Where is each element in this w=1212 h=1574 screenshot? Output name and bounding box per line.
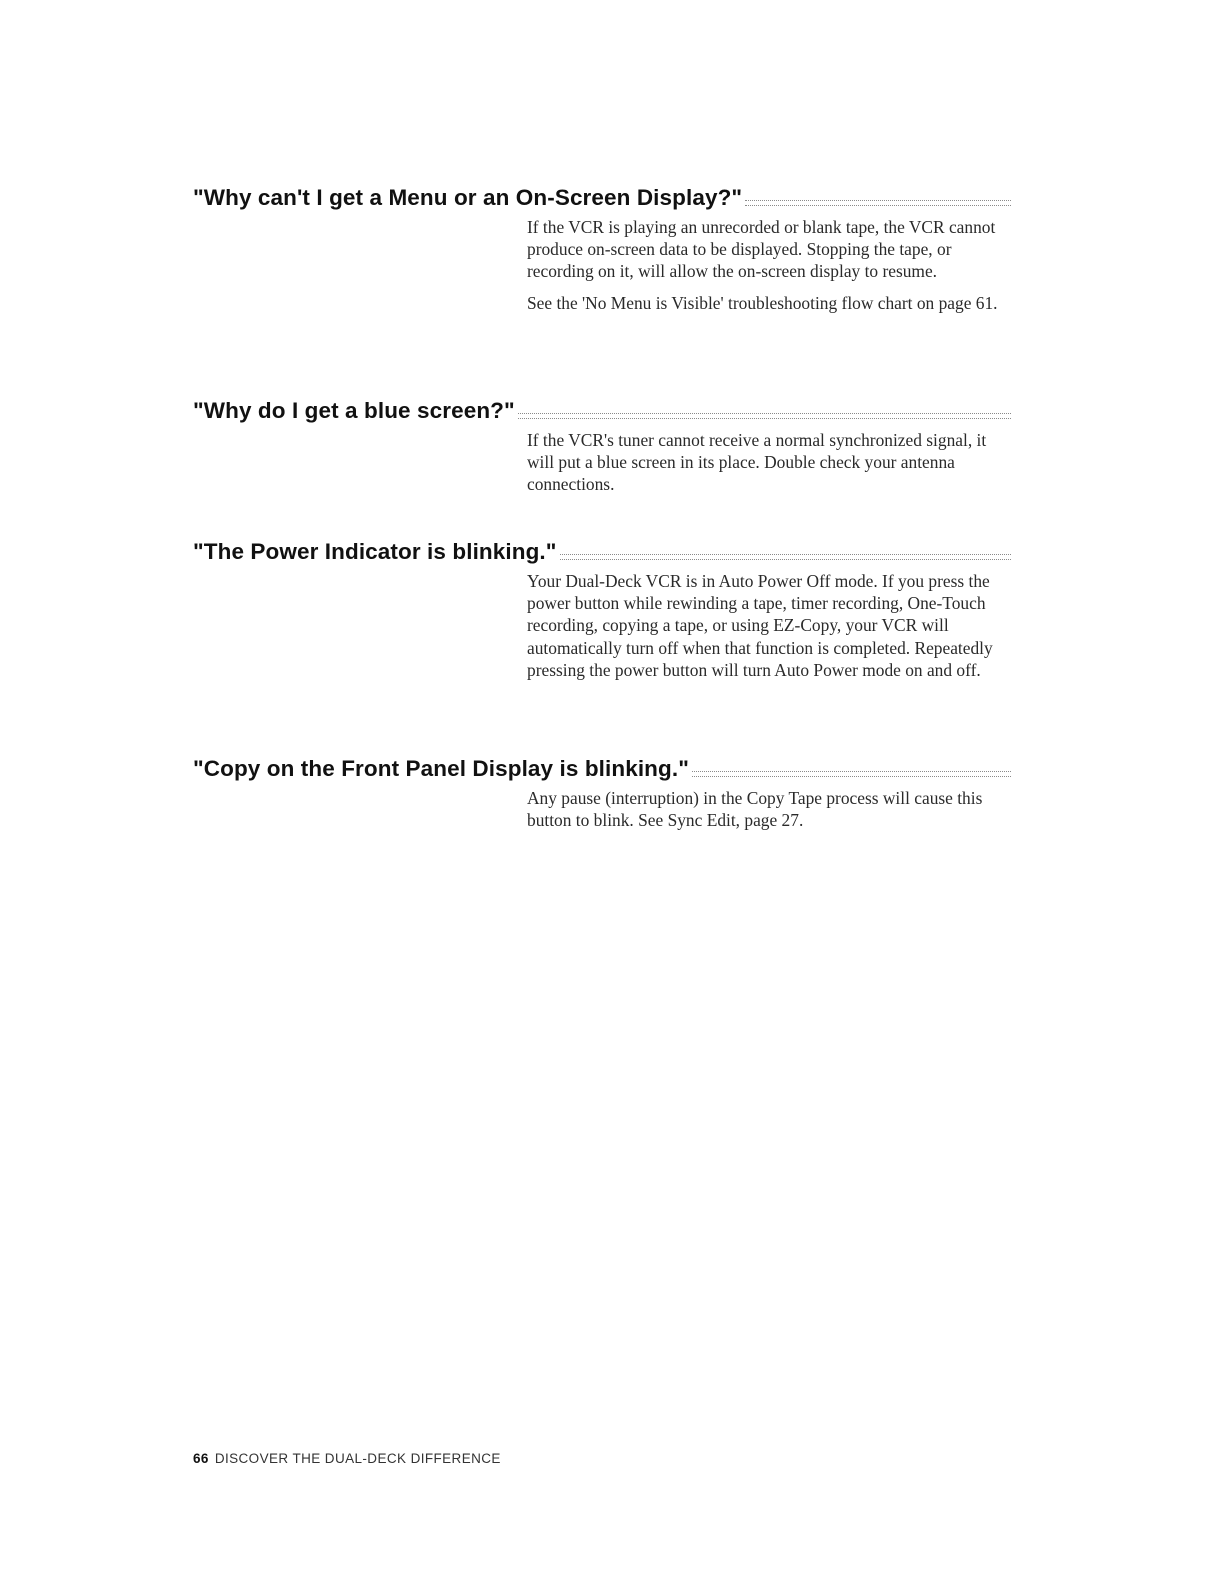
dotted-leader — [518, 413, 1011, 419]
paragraph: Your Dual-Deck VCR is in Auto Power Off mode. If you press the power button while rewinding a tape, timer recording, One-Touch recording, copying a tape, or using EZ-Copy, your VCR will automatically turn off when that function is completed. Repeatedly pressing the power button will turn Auto Power mode on and off. — [527, 571, 993, 680]
faq-section-copy-blinking — [193, 747, 1011, 840]
dotted-leader — [692, 771, 1011, 777]
section-body — [527, 787, 1011, 831]
section-body — [527, 570, 1011, 681]
section-heading: "Copy on the Front Panel Display is blinking." — [193, 756, 689, 781]
paragraph: Any pause (interruption) in the Copy Tape process will cause this button to blink. See Sync Edit, page 27. — [527, 788, 983, 831]
paragraph: See the 'No Menu is Visible' troubleshooting flow chart on page 61. — [527, 292, 998, 313]
section-heading: "Why do I get a blue screen?" — [193, 398, 515, 423]
page-footer — [193, 1451, 501, 1466]
paragraph: If the VCR is playing an unrecorded or blank tape, the VCR cannot produce on-screen data to be displayed. Stopping the tape, or recording on it, will allow the on-screen display to resume. — [527, 217, 996, 282]
heading-row — [193, 176, 1011, 212]
page-number: 66 — [193, 1451, 209, 1466]
dotted-leader — [745, 200, 1011, 206]
faq-section-power-indicator — [193, 530, 1011, 690]
dotted-leader — [560, 554, 1011, 560]
heading-row — [193, 747, 1011, 783]
section-body — [527, 429, 1011, 496]
paragraph: If the VCR's tuner cannot receive a normal synchronized signal, it will put a blue screen in its place. Double check your antenna connections. — [527, 430, 987, 495]
section-heading: "The Power Indicator is blinking." — [193, 539, 557, 564]
footer-title: DISCOVER THE DUAL-DECK DIFFERENCE — [214, 1451, 501, 1466]
heading-row — [193, 389, 1011, 425]
heading-row — [193, 530, 1011, 566]
section-heading: "Why can't I get a Menu or an On-Screen Display?" — [193, 185, 743, 210]
faq-section-menu — [193, 176, 1011, 323]
section-body — [527, 216, 1011, 314]
faq-section-blue-screen — [193, 389, 1011, 505]
